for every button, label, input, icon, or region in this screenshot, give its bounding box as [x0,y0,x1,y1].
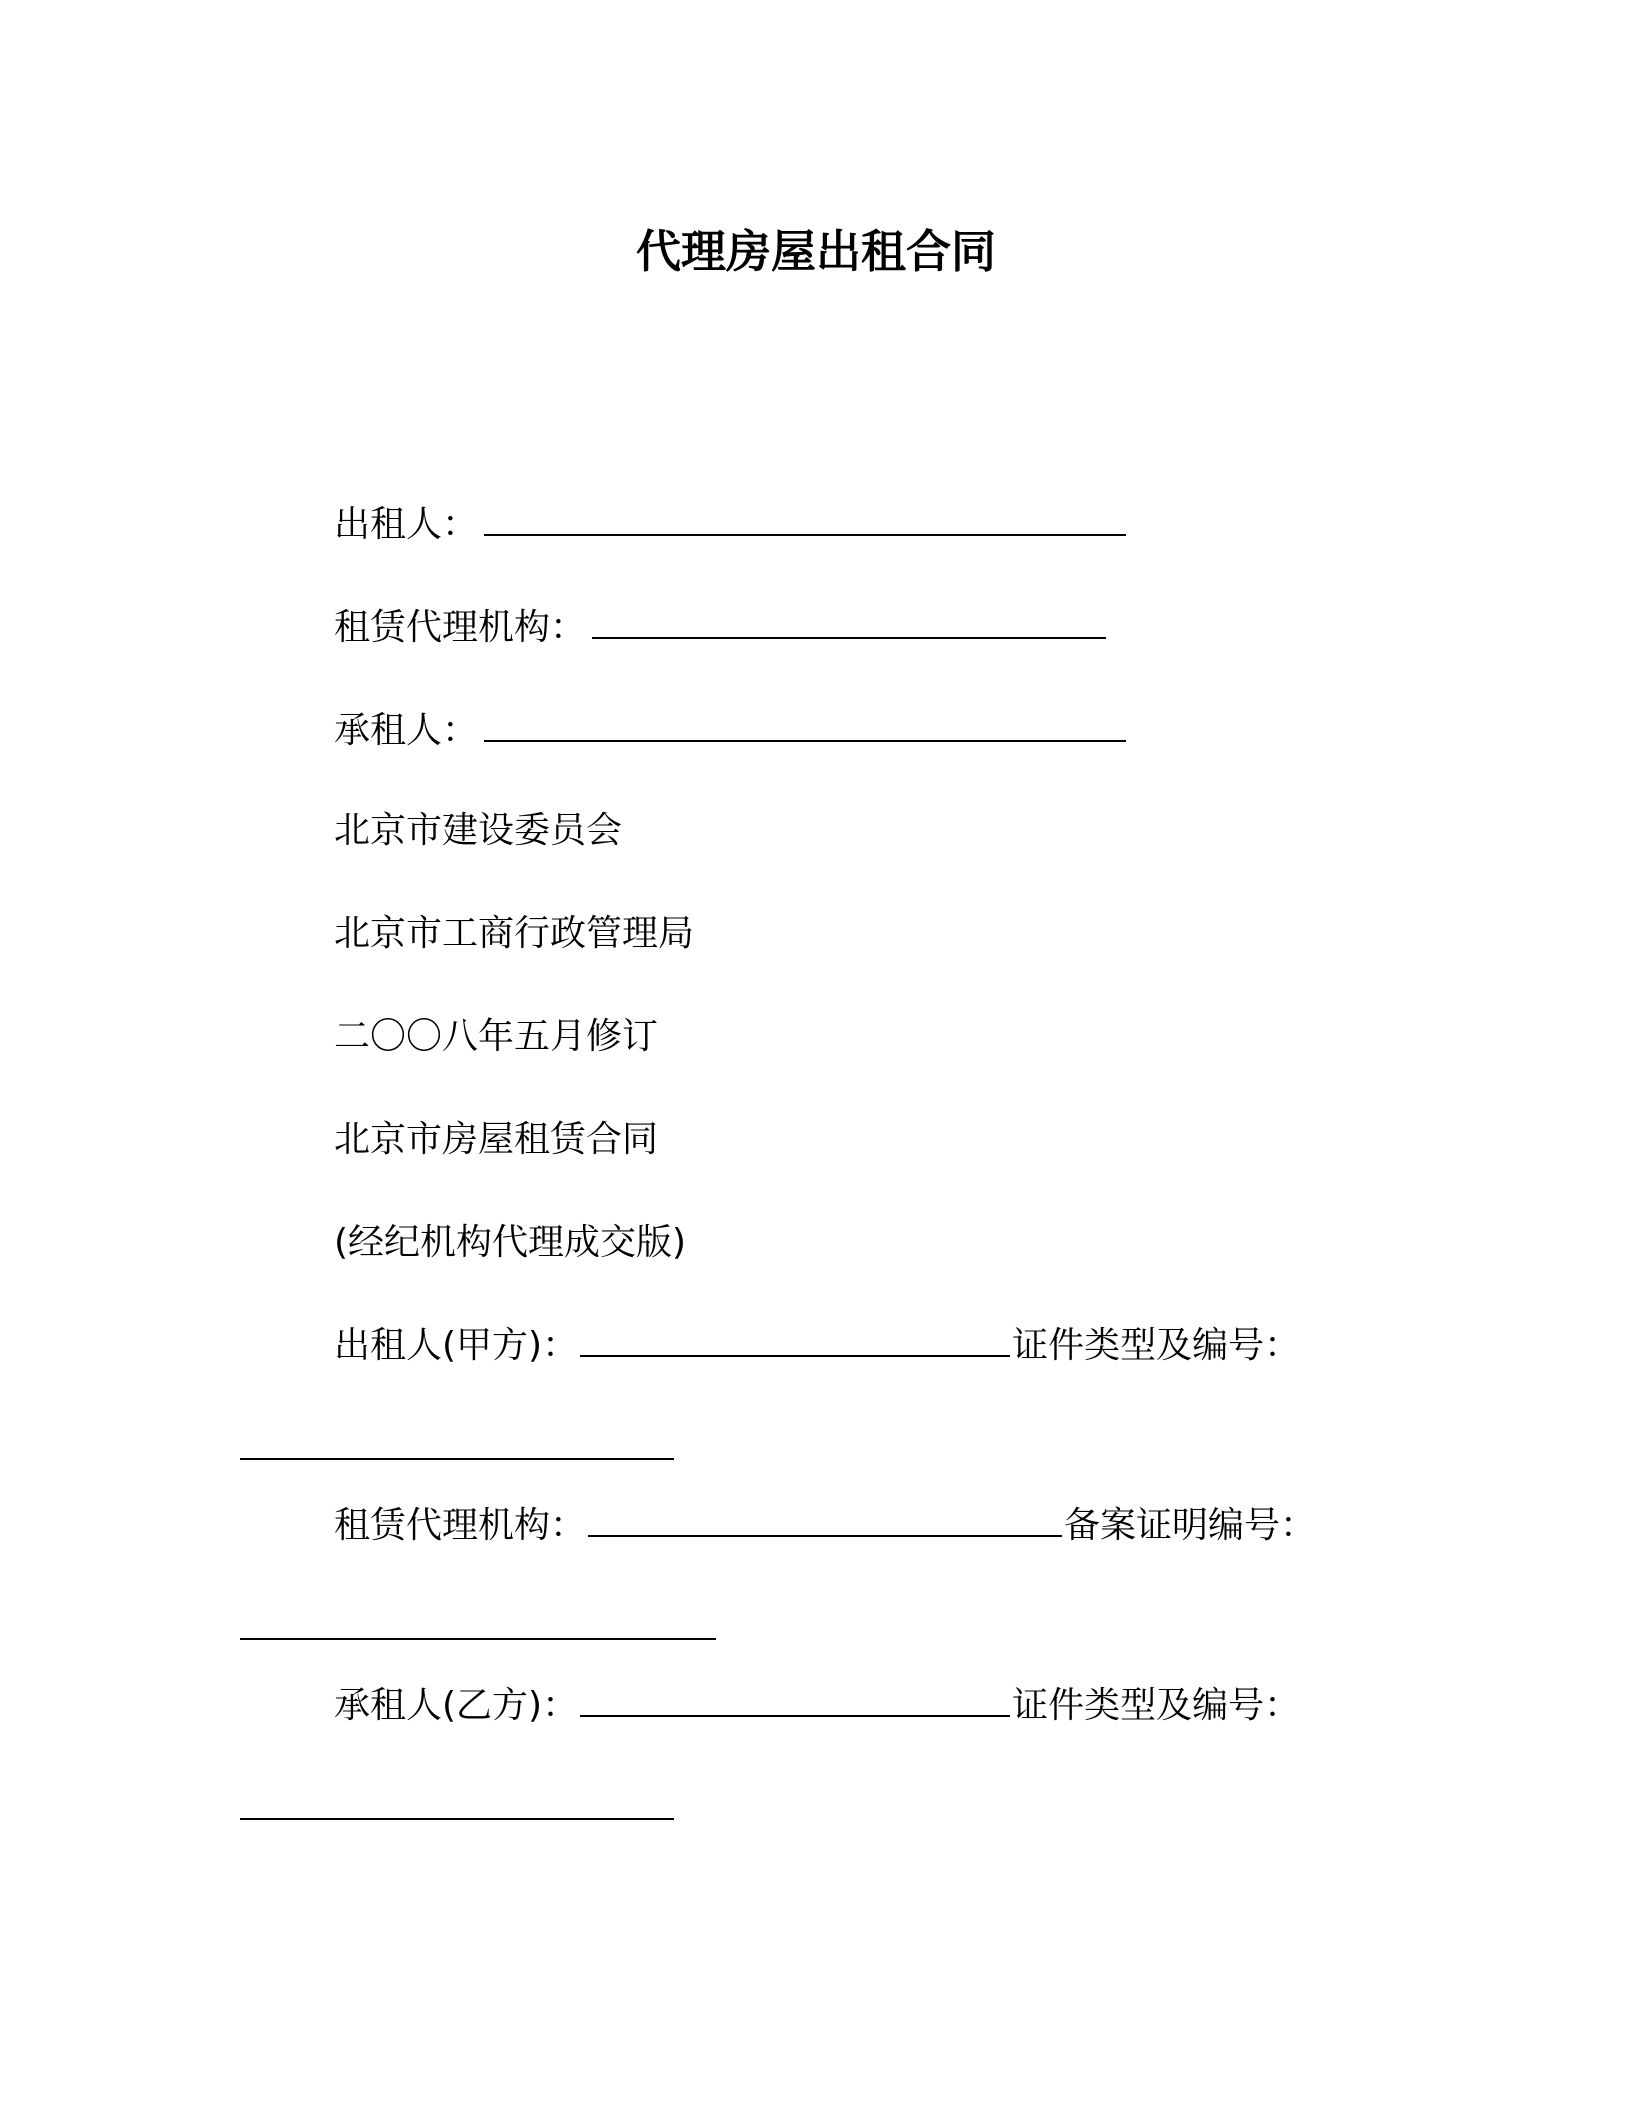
party-a-row [334,1322,1300,1370]
cover-lessor-blank[interactable] [484,504,1126,536]
party-b-label: 承租人(乙方)： [334,1685,579,1726]
party-a-name-blank[interactable] [580,1325,1010,1357]
document-title: 代理房屋出租合同 [635,225,996,278]
party-a-label: 出租人(甲方)： [334,1325,579,1366]
party-b-name-blank[interactable] [580,1685,1010,1717]
party-a-id-row [240,1425,674,1473]
revision-date: 二〇〇八年五月修订 [334,1016,659,1057]
contract-name: 北京市房屋租赁合同 [334,1119,659,1160]
agency-label: 租赁代理机构： [334,1505,587,1546]
cover-lessee-blank[interactable] [484,710,1126,742]
party-a-id-blank[interactable] [240,1428,674,1460]
agency-record-row [240,1605,716,1653]
issuer-line-1: 北京市建设委员会 [334,810,623,851]
agency-record-blank[interactable] [240,1608,716,1640]
contract-edition: (经纪机构代理成交版) [334,1222,687,1263]
cover-lessee-label: 承租人： [334,710,479,751]
party-b-id-row [240,1785,674,1833]
party-b-id-blank[interactable] [240,1788,674,1820]
agency-record-label: 备案证明编号： [1064,1505,1317,1546]
cover-agency-row [334,604,1106,652]
cover-agency-blank[interactable] [592,607,1106,639]
party-b-row [334,1682,1300,1730]
cover-lessee-row [334,707,1126,755]
cover-lessor-row [334,501,1126,549]
cover-agency-label: 租赁代理机构： [334,607,587,648]
party-b-id-label: 证件类型及编号： [1012,1685,1301,1726]
party-a-id-label: 证件类型及编号： [1012,1325,1301,1366]
issuer-line-2: 北京市工商行政管理局 [334,913,695,954]
cover-lessor-label: 出租人： [334,504,479,545]
agency-row [334,1502,1316,1550]
agency-name-blank[interactable] [588,1505,1062,1537]
